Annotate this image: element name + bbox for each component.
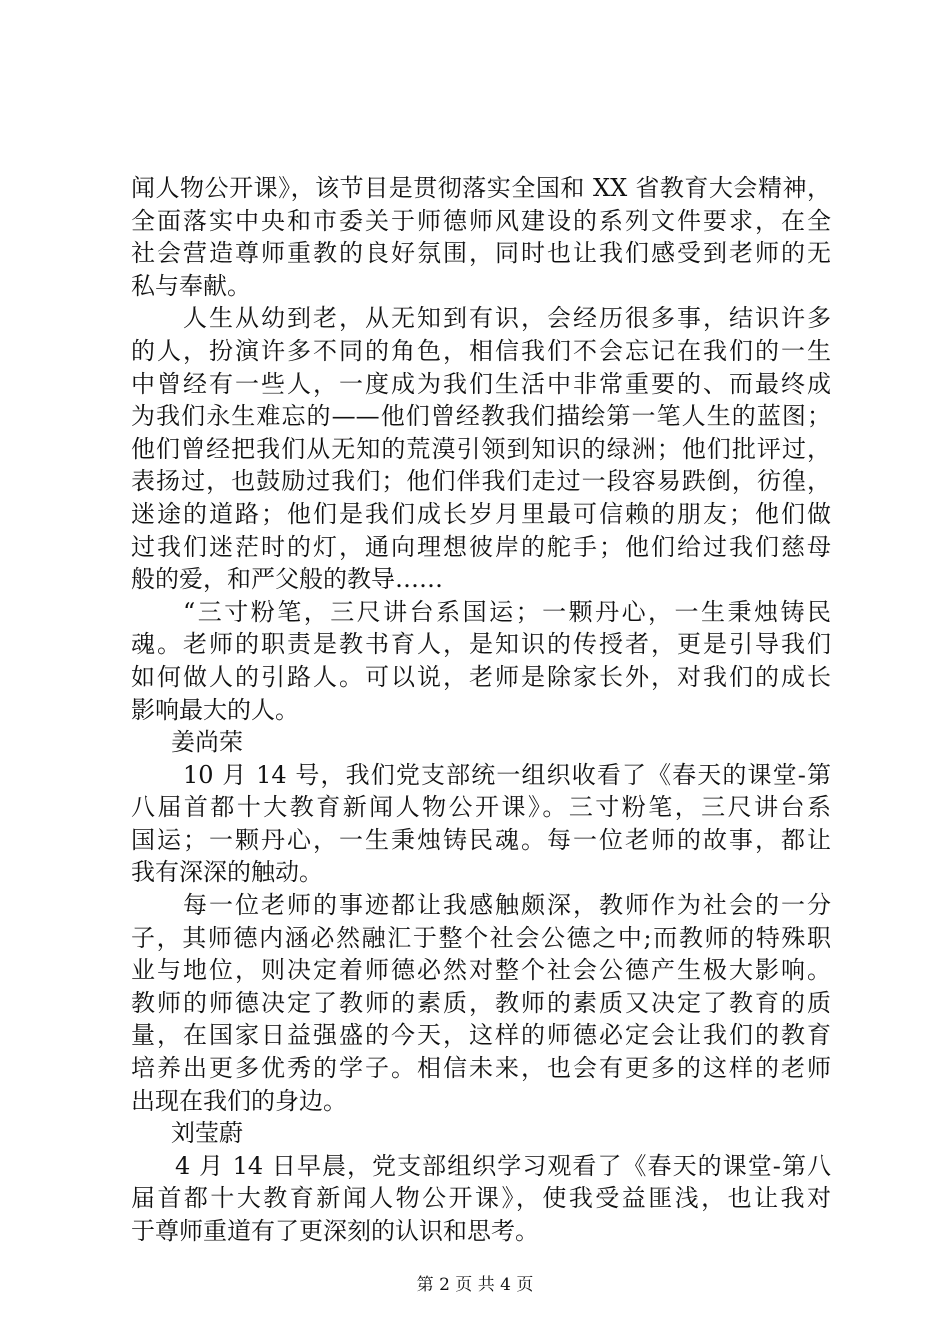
text-line: 4 月 14 日早晨，党支部组织学习观看了《春天的课堂-第八	[175, 1151, 831, 1180]
page-footer: 第 2 页 共 4 页	[416, 1275, 534, 1295]
text-line: 魂。老师的职责是教书育人，是知识的传授者，更是引导我们	[131, 630, 831, 659]
text-line: 业与地位，则决定着师德必然对整个社会公德产生极大影响。	[131, 956, 831, 985]
text-line: 般的爱，和严父般的教导……	[131, 565, 443, 594]
text-line: 每一位老师的事迹都让我感触颇深，教师作为社会的一分	[183, 891, 831, 920]
text-line: 为我们永生难忘的——他们曾经教我们描绘第一笔人生的蓝图；	[131, 402, 831, 431]
text-line: 如何做人的引路人。可以说，老师是除家长外，对我们的成长	[131, 662, 831, 691]
text-line: 迷途的道路；他们是我们成长岁月里最可信赖的朋友；他们做	[131, 499, 831, 528]
text-line: 刘莹蔚	[171, 1119, 243, 1148]
text-line: 社会营造尊师重教的良好氛围，同时也让我们感受到老师的无	[131, 239, 831, 268]
text-line: 届首都十大教育新闻人物公开课》，使我受益匪浅，也让我对	[131, 1184, 831, 1213]
text-line: 私与奉献。	[131, 271, 251, 300]
text-line: 我有深深的触动。	[131, 858, 323, 887]
text-line: 影响最大的人。	[131, 695, 299, 724]
text-line: 于尊师重道有了更深刻的认识和思考。	[131, 1217, 539, 1245]
text-line: 出现在我们的身边。	[131, 1086, 347, 1115]
text-line: 他们曾经把我们从无知的荒漠引领到知识的绿洲；他们批评过，	[131, 434, 831, 463]
text-line: 10 月 14 号，我们党支部统一组织收看了《春天的课堂-第	[183, 760, 831, 789]
text-line: 过我们迷茫时的灯，通向理想彼岸的舵手；他们给过我们慈母	[131, 532, 831, 561]
text-line: 培养出更多优秀的学子。相信未来，也会有更多的这样的老师	[131, 1054, 831, 1083]
text-line: 子，其师德内涵必然融汇于整个社会公德之中;而教师的特殊职	[131, 923, 831, 952]
text-line: “三寸粉笔，三尺讲台系国运；一颗丹心，一生秉烛铸民	[183, 597, 831, 626]
document-body	[131, 172, 831, 1248]
text-line: 人生从幼到老，从无知到有识，会经历很多事，结识许多	[183, 304, 831, 333]
paragraph	[131, 302, 831, 595]
text-line: 姜尚荣	[171, 728, 243, 757]
text-line: 全面落实中央和市委关于师德师风建设的系列文件要求，在全	[131, 206, 831, 235]
paragraph	[131, 172, 831, 302]
text-line: 八届首都十大教育新闻人物公开课》。三寸粉笔，三尺讲台系	[131, 793, 831, 822]
paragraph	[131, 1150, 831, 1248]
text-line: 表扬过，也鼓励过我们；他们伴我们走过一段容易跌倒，彷徨，	[131, 467, 831, 496]
paragraph	[131, 596, 831, 726]
text-line: 闻人物公开课》，该节目是贯彻落实全国和 XX 省教育大会精神，	[131, 174, 831, 202]
paragraph	[131, 889, 831, 1117]
text-line: 中曾经有一些人，一度成为我们生活中非常重要的、而最终成	[131, 369, 831, 398]
text-line: 的人，扮演许多不同的角色，相信我们不会忘记在我们的一生	[131, 336, 831, 365]
text-line: 国运；一颗丹心，一生秉烛铸民魂。每一位老师的故事，都让	[131, 825, 831, 854]
text-line: 量，在国家日益强盛的今天，这样的师德必定会让我们的教育	[131, 1021, 831, 1050]
author-name	[131, 1117, 831, 1150]
text-line: 教师的师德决定了教师的素质，教师的素质又决定了教育的质	[131, 988, 831, 1017]
paragraph	[131, 759, 831, 889]
author-name	[131, 726, 831, 759]
